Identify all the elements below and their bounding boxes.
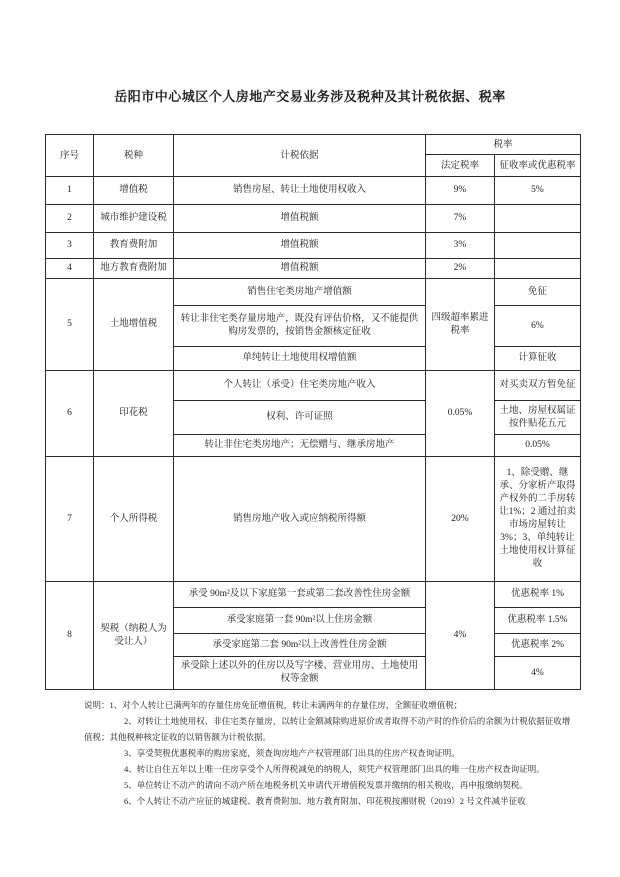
cell-seq: 1 (46, 177, 94, 205)
table-row (46, 259, 581, 279)
cell-tax-type: 城市维护建设税 (94, 205, 174, 233)
table-header-row (46, 135, 581, 155)
cell-seq: 8 (46, 582, 94, 690)
cell-statutory-rate: 7% (426, 205, 495, 233)
cell-basis: 增值税额 (174, 205, 426, 233)
cell-preferential-rate: 对买卖双方暂免征 (495, 371, 581, 401)
cell-tax-type: 契税（纳税人为受让人） (94, 582, 174, 690)
cell-basis: 承受 90m²及以下家庭第一套或第二套改善性住房金额 (174, 582, 426, 608)
cell-preferential-rate: 6% (495, 306, 581, 347)
cell-preferential-rate: 土地、房屋权属证按件贴花五元 (495, 401, 581, 435)
header-statutory-rate: 法定税率 (426, 155, 495, 177)
cell-statutory-rate: 4% (426, 582, 495, 690)
cell-basis: 销售房屋、转让土地使用权收入 (174, 177, 426, 205)
notes-label: 说明： (84, 700, 110, 710)
table-row (46, 371, 581, 401)
cell-preferential-rate: 0.05% (495, 435, 581, 457)
header-seq: 序号 (46, 135, 94, 177)
cell-seq: 5 (46, 279, 94, 371)
header-basis: 计税依据 (174, 135, 426, 177)
note-text: 1、对个人转让已满两年的存量住房免征增值税，转让未满两年的存量住房，全额征收增值税； (109, 700, 463, 710)
cell-basis: 增值税额 (174, 259, 426, 279)
cell-tax-type: 教育费附加 (94, 233, 174, 259)
note-item: 2、对转让土地使用权、非住宅类存量房，以转让金额减除购进原价或者取得不动产时的作价后的余额为计税依据征收增值税；其他税种核定征收的以销售额为计税依据。 (84, 716, 571, 742)
cell-seq: 4 (46, 259, 94, 279)
cell-basis: 增值税额 (174, 233, 426, 259)
cell-statutory-rate: 3% (426, 233, 495, 259)
cell-seq: 3 (46, 233, 94, 259)
note-item (84, 697, 578, 713)
table-row (46, 279, 581, 306)
header-preferential-rate: 征收率或优惠税率 (495, 155, 581, 177)
cell-tax-type: 地方教育费附加 (94, 259, 174, 279)
header-tax-type: 税种 (94, 135, 174, 177)
cell-preferential-rate: 免征 (495, 279, 581, 306)
cell-statutory-rate: 20% (426, 457, 495, 582)
note-item: 5、单位转让不动产的请向不动产所在地税务机关申请代开增值税发票并缴纳的相关税收，再申报缴纳契税。 (124, 780, 528, 790)
cell-preferential-rate: 计算征收 (495, 347, 581, 371)
cell-basis: 单纯转让土地使用权增值额 (174, 347, 426, 371)
cell-tax-type: 增值税 (94, 177, 174, 205)
note-item: 3、享受契税优惠税率的购房家庭，须查询房地产产权管理部门出具的住房产权查询证明。 (124, 748, 460, 758)
cell-tax-type: 土地增值税 (94, 279, 174, 371)
cell-seq: 2 (46, 205, 94, 233)
cell-preferential-rate: 4% (495, 657, 581, 690)
cell-basis: 权利、许可证照 (174, 401, 426, 435)
header-rate-group: 税率 (426, 135, 581, 155)
cell-seq: 7 (46, 457, 94, 582)
cell-seq: 6 (46, 371, 94, 457)
note-item: 6、个人转让不动产应征的城建税、教育费附加、地方教育附加、印花税按湘财税（2019）2 号文件减半征收 (124, 796, 526, 806)
page-title: 岳阳市中心城区个人房地产交易业务涉及税种及其计税依据、税率 (114, 89, 506, 104)
table-row (46, 582, 581, 608)
cell-preferential-rate: 1、除受赠、继承、分家析产取得产权外的二手房转让1%；2 通过拍卖市场房屋转让 3%；3、单纯转让土地使用权计算征收 (495, 457, 581, 582)
table-row (46, 233, 581, 259)
cell-preferential-rate: 5% (495, 177, 581, 205)
cell-basis: 销售房地产收入或应纳税所得额 (174, 457, 426, 582)
cell-statutory-rate: 0.05% (426, 371, 495, 457)
cell-basis: 个人转让（承受）住宅类房地产收入 (174, 371, 426, 401)
cell-preferential-rate (495, 259, 581, 279)
cell-basis: 承受家庭第一套 90m²以上住房金额 (174, 608, 426, 634)
cell-preferential-rate (495, 205, 581, 233)
cell-tax-type: 印花税 (94, 371, 174, 457)
tax-table (45, 134, 581, 690)
table-row (46, 177, 581, 205)
notes-section (84, 697, 578, 809)
cell-basis: 转让非住宅类存量房地产，既没有评估价格，又不能提供购房发票的，按销售金额核定征收 (174, 306, 426, 347)
cell-basis: 转让非住宅类房地产；无偿赠与、继承房地产 (174, 435, 426, 457)
cell-preferential-rate (495, 233, 581, 259)
cell-basis: 销售住宅类房地产增值额 (174, 279, 426, 306)
cell-basis: 承受家庭第二套 90m²以上改善性住房金额 (174, 634, 426, 657)
table-row (46, 205, 581, 233)
cell-statutory-rate: 2% (426, 259, 495, 279)
table-row (46, 457, 581, 582)
cell-statutory-rate: 9% (426, 177, 495, 205)
cell-preferential-rate: 优惠税率 1.5% (495, 608, 581, 634)
cell-basis: 承受除上述以外的住房以及写字楼、营业用房、土地使用权等金额 (174, 657, 426, 690)
note-item: 4、转让自住五年以上唯一住房享受个人所得税减免的纳税人，须凭产权管理部门出具的唯一住房产权查询证明。 (124, 764, 545, 774)
cell-tax-type: 个人所得税 (94, 457, 174, 582)
cell-preferential-rate: 优惠税率 2% (495, 634, 581, 657)
cell-preferential-rate: 优惠税率 1% (495, 582, 581, 608)
cell-statutory-rate: 四级超率累进税率 (426, 279, 495, 371)
